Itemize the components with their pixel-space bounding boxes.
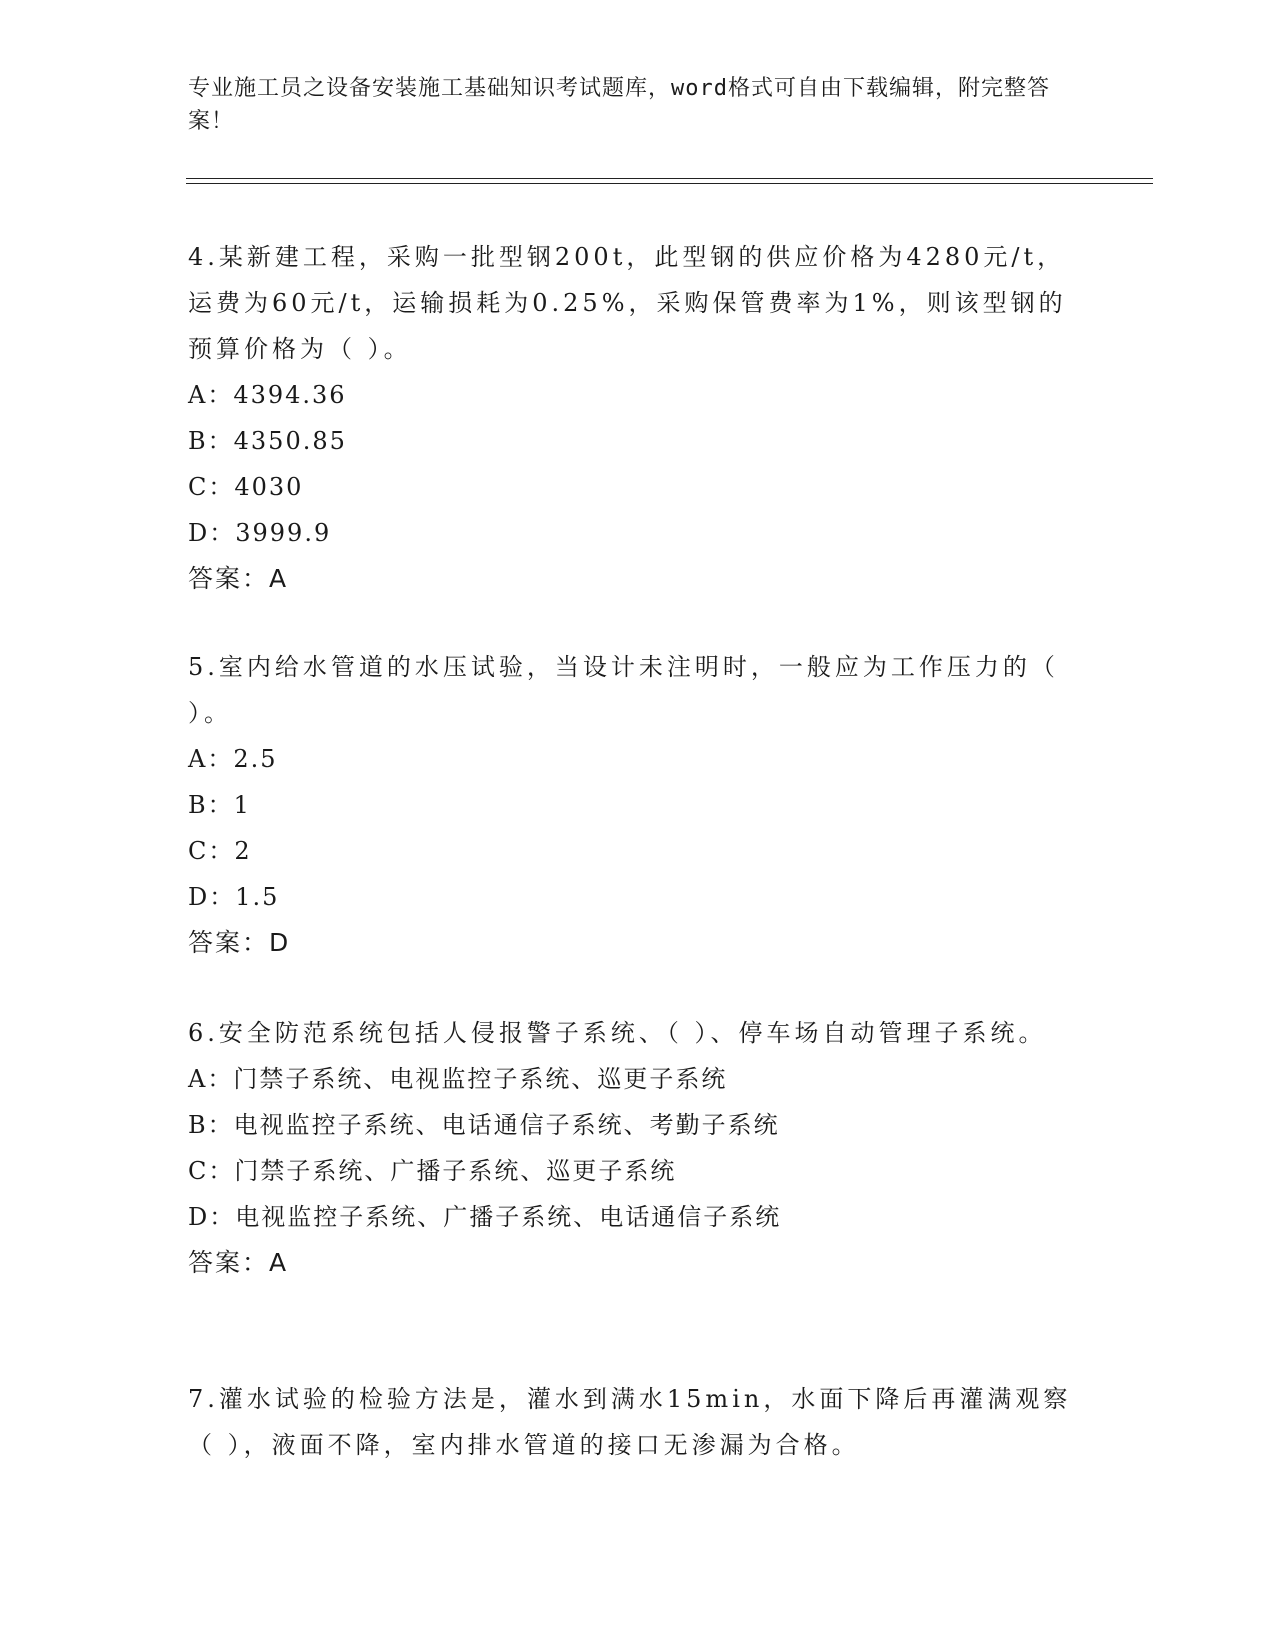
question-5 <box>188 644 1088 966</box>
answer: 答案：D <box>188 928 291 957</box>
question-text: 7.灌水试验的检验方法是，灌水到满水15min，水面下降后再灌满观察（ ），液面不降，室内排水管道的接口无渗漏为合格。 <box>188 1385 1072 1459</box>
option-a: A：4394.36 <box>188 381 347 409</box>
answer: 答案：A <box>188 1248 289 1277</box>
question-text: 6.安全防范系统包括人侵报警子系统、（ ）、停车场自动管理子系统。 <box>188 1019 1047 1047</box>
option-a: A：2.5 <box>188 745 278 773</box>
question-4 <box>188 234 1088 602</box>
option-c: C：2 <box>188 837 252 865</box>
question-6 <box>188 1010 1088 1286</box>
option-d: D：1.5 <box>188 883 280 911</box>
question-text: 5.室内给水管道的水压试验，当设计未注明时，一般应为工作压力的（ ）。 <box>188 653 1059 727</box>
answer: 答案：A <box>188 564 289 593</box>
option-b: B：4350.85 <box>188 427 347 455</box>
option-c: C：门禁子系统、广播子系统、巡更子系统 <box>188 1157 677 1185</box>
document-header: 专业施工员之设备安装施工基础知识考试题库，word格式可自由下载编辑，附完整答案！ <box>188 76 1050 134</box>
option-d: D：3999.9 <box>188 519 332 547</box>
option-b: B：电视监控子系统、电话通信子系统、考勤子系统 <box>188 1111 780 1139</box>
question-7 <box>188 1376 1088 1468</box>
question-text: 4.某新建工程，采购一批型钢200t，此型钢的供应价格为4280元/t，运费为60元/t，运输损耗为0.25%，采购保管费率为1%，则该型钢的预算价格为（ ）。 <box>188 243 1067 363</box>
option-d: D：电视监控子系统、广播子系统、电话通信子系统 <box>188 1203 782 1231</box>
option-a: A：门禁子系统、电视监控子系统、巡更子系统 <box>188 1065 728 1093</box>
header-divider-bottom <box>186 183 1153 184</box>
option-c: C：4030 <box>188 473 304 501</box>
option-b: B：1 <box>188 791 251 819</box>
header-divider-top <box>186 178 1153 179</box>
